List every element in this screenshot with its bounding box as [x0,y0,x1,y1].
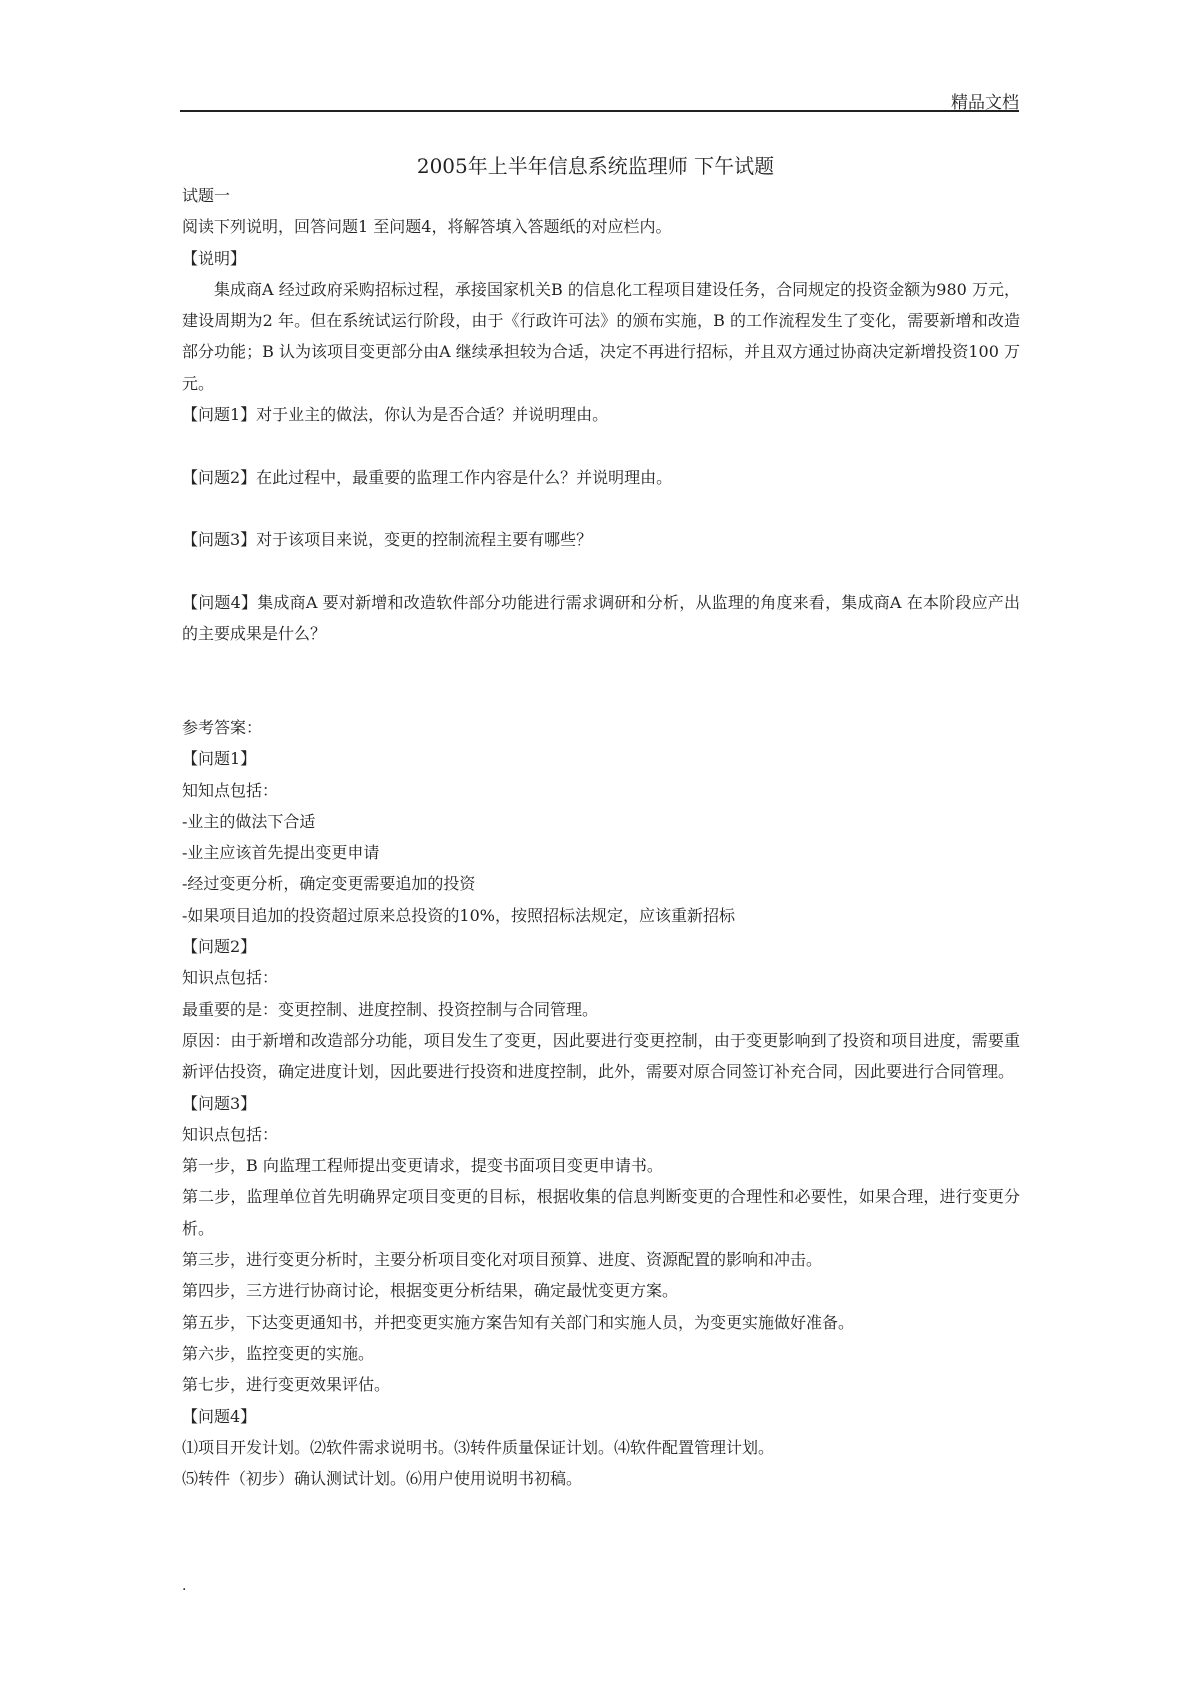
header-divider [180,110,1019,112]
footer-mark: . [182,1578,187,1594]
answer-1-intro: 知知点包括： [182,780,279,800]
spacer [182,493,1020,524]
answer-section [182,712,1020,1494]
answer-2-intro: 知识点包括： [182,968,279,988]
question-3: 【问题3】对于该项目来说，变更的控制流程主要有哪些？ [182,530,593,550]
answer-3-step: 第四步，三方进行协商讨论，根据变更分析结果，确定最忧变更方案。 [182,1281,679,1301]
answer-4-line: ⑸转件（初步）确认测试计划。⑹用户使用说明书初稿。 [182,1469,583,1489]
answer-1-point: -业主的做法下合适 [182,811,316,831]
answer-4-line: ⑴项目开发计划。⑵软件需求说明书。⑶转件质量保证计划。⑷软件配置管理计划。 [182,1437,775,1457]
answer-1-point: -经过变更分析，确定变更需要追加的投资 [182,874,476,894]
answer-3-step: 第五步，下达变更通知书，并把变更实施方案告知有关部门和实施人员，为变更实施做好准备。 [182,1312,855,1332]
answer-4-heading: 【问题4】 [182,1406,257,1426]
answer-3-step: 第三步，进行变更分析时，主要分析项目变化对项目预算、进度、资源配置的影响和冲击。 [182,1250,823,1270]
answer-3-intro: 知识点包括： [182,1124,279,1144]
answer-3-step: 第七步，进行变更效果评估。 [182,1375,391,1395]
answer-3-step: 第六步，监控变更的实施。 [182,1343,375,1363]
answer-1-point: -业主应该首先提出变更申请 [182,843,380,863]
description-heading: 【说明】 [182,248,247,268]
answer-3-heading: 【问题3】 [182,1093,257,1113]
question-4: 【问题4】集成商A 要对新增和改造软件部分功能进行需求调研和分析，从监理的角度来看，集成商A 在本阶段应产出的主要成果是什么？ [182,592,1020,644]
answer-2-main: 最重要的是：变更控制、进度控制、投资控制与合同管理。 [182,999,599,1019]
answer-1-heading: 【问题1】 [182,749,257,769]
answer-1-point: -如果项目追加的投资超过原来总投资的10%，按照招标法规定，应该重新招标 [182,905,735,925]
answer-2-reason: 原因：由于新增和改造部分功能，项目发生了变更，因此要进行变更控制，由于变更影响到了投资和项目进度，需要重新评估投资，确定进度计划，因此要进行投资和进度控制，此外，需要对原合同签订补充合同，因此要进行合同管理。 [182,1030,1020,1082]
answer-3-step: 第一步，B 向监理工程师提出变更请求，提变书面项目变更申请书。 [182,1156,663,1176]
spacer [182,556,1020,587]
instruction-text: 阅读下列说明，回答问题1 至问题4，将解答填入答题纸的对应栏内。 [182,217,672,237]
answer-heading: 参考答案： [182,718,263,737]
answer-2-heading: 【问题2】 [182,937,257,957]
page-title: 2005年上半年信息系统监理师 下午试题 [416,154,775,178]
answer-3-step: 第二步，监理单位首先明确界定项目变更的目标，根据收集的信息判断变更的合理性和必要性，如果合理，进行变更分析。 [182,1187,1020,1238]
description-text: 集成商A 经过政府采购招标过程，承接国家机关B 的信息化工程项目建设任务，合同规定的投资金额为980 万元，建设周期为2 年。但在系统试运行阶段，由于《行政许可法》的颁布实施，B 的工作流程发生了变化，需要新增和改造部分功能；B 认为该项目变更部分由A 继续承担较为合适，决定不再进行招标，并且双方通过协商决定新增投资100 万元。 [182,279,1020,393]
spacer [182,430,1020,461]
section-heading: 试题一 [182,186,231,205]
header-label: 精品文档 [951,93,1019,113]
question-section [182,180,1020,649]
question-2: 【问题2】在此过程中，最重要的监理工作内容是什么？并说明理由。 [182,467,673,487]
question-1: 【问题1】对于业主的做法，你认为是否合适？并说明理由。 [182,405,609,425]
